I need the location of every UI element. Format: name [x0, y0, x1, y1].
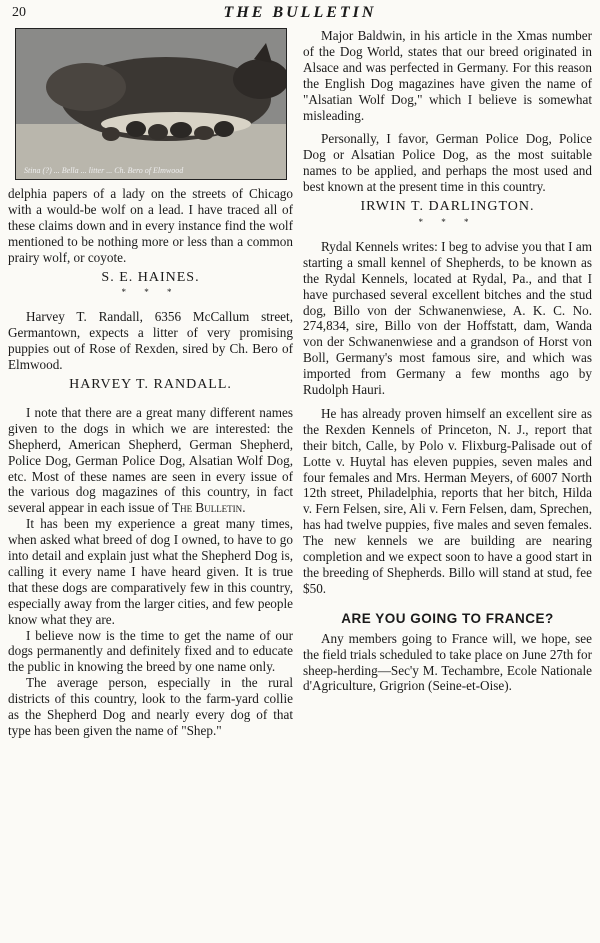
- paragraph: He has already proven himself an excellent sire as the Rexden Kennels of Princeton, N. J., report that their bitch, Calle, by Polo v. Flixburg-Palisade out of Lotte v. Huytal has eleven puppies, seven males and four females and Mrs. Herman Meyers, of 6007 North 12th street, Philadelphia, reports that her bitch, Hilda v. Fern Felsen, sire, Ali v. Fern Felsen, dam, Sprechen, has had twelve puppies, five males and seven females. The new kennels we are building are nearing completion and we expect soon to have a good start in the breeding of Shepherds. Billo will stand at stud, fee $50.: [303, 405, 592, 596]
- publication-title: THE BULLETIN: [223, 4, 377, 21]
- page-header: [6, 4, 594, 26]
- signature-darlington: IRWIN T. DARLINGTON.: [360, 199, 535, 215]
- page-number: 20: [12, 5, 26, 20]
- section-separator: * * *: [121, 287, 180, 298]
- paragraph: delphia papers of a lady on the streets of Chicago with a would-be wolf on a lead. I have traced all of these claims down and in every instance find the wolf mentioned to be nothing more or less than a common prairy wolf, or coyote.: [8, 186, 293, 265]
- paragraph: The average person, especially in the rural districts of this country, look to the farm-yard collie as the Shepherd Dog and nearly every dog of that type has been given the name of "Shep.": [8, 675, 293, 738]
- bulletin-reference: The Bulletin: [172, 500, 243, 516]
- paragraph: Rydal Kennels writes: I beg to advise you that I am starting a small kennel of Shepherds, to be known as the Rydal Kennels, located at Rydal, Pa., and that I have purchased several excellent bitches and the stud dog, Billo von der Schwanenwiese, A. K. C. No. 274,834, sire, Billo von der Hoffstatt, dam, Wanda von der Schwanenwiese and a grandson of Horst von Boll, Germany's most famous sire, and which was imported from Germany a few months ago by Rudolph Hauri.: [303, 238, 592, 398]
- paragraph: Personally, I favor, German Police Dog, Police Dog or Alsatian Police Dog, as the most suitable names to be applied, and perhaps the most used and best known at the present time in this country.: [303, 131, 592, 195]
- dog-with-puppies-illustration: [16, 29, 286, 179]
- paragraph: Any members going to France will, we hope, see the field trials scheduled to take place on June 27th for sheep-herding—Sec'y M. Techambre, Ecole Nationale d'Agriculture, Grigrion (Seine-et-Oise).: [303, 630, 592, 694]
- right-column: [303, 28, 592, 694]
- paragraph: I note that there are a great many different names given to the dogs in which we are interested: the Shepherd, American Shepherd, German Shepherd, Police Dog, German Police Dog, Alsatian Wolf Dog, etc. Most of these names are seen in every issue of the various dog magazines of this country, in fact several appear in each issue of The Bulletin.: [8, 404, 293, 516]
- section-separator: * * *: [418, 216, 477, 227]
- paragraph: Harvey T. Randall, 6356 McCallum street, Germantown, expects a litter of very promising puppies out of Rose of Rexden, sired by Ch. Bero of Elmwood.: [8, 309, 293, 373]
- paragraph: Major Baldwin, in his article in the Xmas number of the Dog World, states that our breed originated in Alsace and was perfected in Germany. For this reason the English Dog magazines have given the name of "Alsatian Wolf Dog," which I believe is somewhat misleading.: [303, 28, 592, 123]
- paragraph: It has been my experience a great many times, when asked what breed of dog I owned, to have to go into detail and explain just what the Shepherd Dog is, calling it every name I have heard given. It is true that these dogs are comparatively few in this country, especially away from the larger cities, and few people know what they are.: [8, 516, 293, 627]
- section-heading: ARE YOU GOING TO FRANCE?: [341, 610, 554, 626]
- signature-haines: S. E. HAINES.: [101, 269, 200, 285]
- dog-litter-photo: [15, 28, 287, 180]
- signature-randall: HARVEY T. RANDALL.: [69, 376, 232, 392]
- paragraph: I believe now is the time to get the name of our dogs permanently and definitely fixed and to educate the public in knowing the breed by one name only.: [8, 627, 293, 675]
- photo-caption: Stina (?) ... Bella ... litter ... Ch. Bero of Elmwood: [24, 166, 184, 175]
- left-column: [8, 28, 293, 739]
